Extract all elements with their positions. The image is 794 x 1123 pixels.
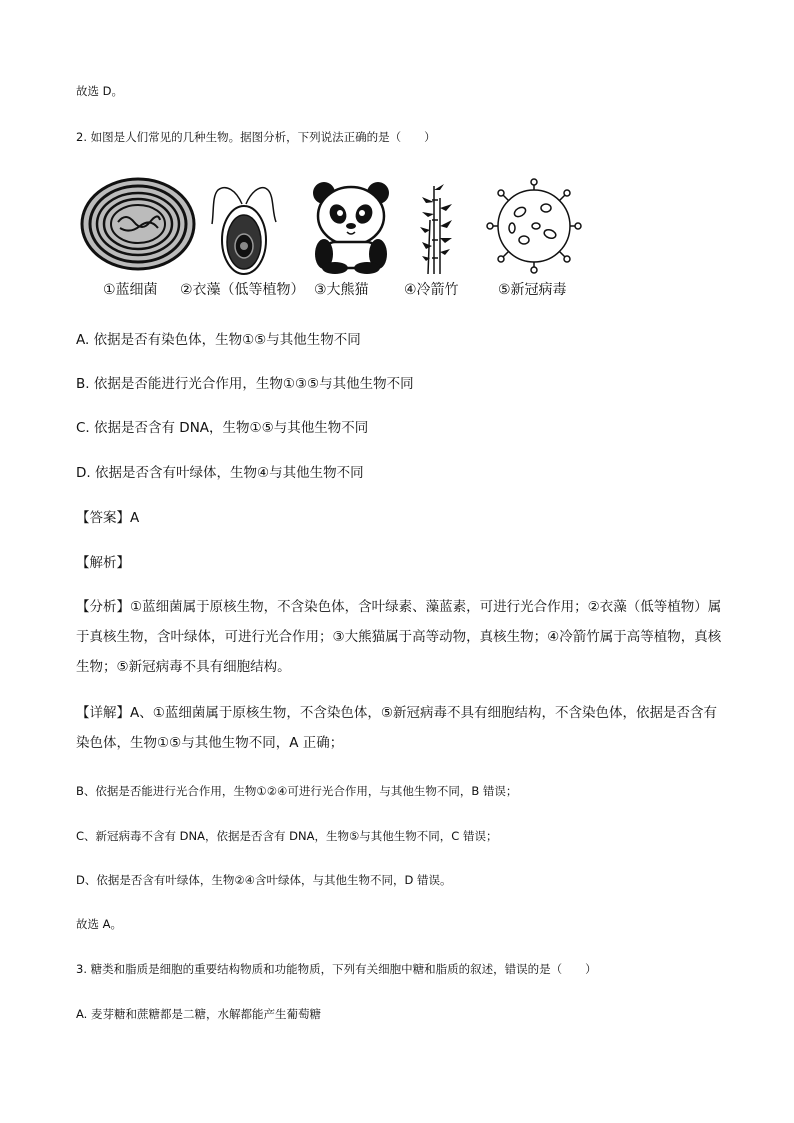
q3-stem: 3. 糖类和脂质是细胞的重要结构物质和功能物质，下列有关细胞中糖和脂质的叙述，错误的是（ ） [76,962,597,976]
analysis-paragraph: 【分析】①蓝细菌属于原核生物，不含染色体，含叶绿素、藻蓝素，可进行光合作用；②衣藻（低等植物）属于真核生物，含叶绿体，可进行光合作用；③大熊猫属于高等动物，真核生物；④冷箭竹属于高等植物，真核生物；⑤新冠病毒不具有细胞结构。 [76,599,722,675]
detail-a: 【详解】A、①蓝细菌属于原核生物，不含染色体，⑤新冠病毒不具有细胞结构，不含染色体，依据是否含有染色体，生物①⑤与其他生物不同，A 正确； [76,705,717,751]
figure-label-4: ④冷箭竹 [404,282,459,298]
bamboo-figure [418,180,458,274]
prev-conclusion: 故选 D。 [76,84,124,98]
figure-label-5: ⑤新冠病毒 [498,282,567,298]
detail-b: B、依据是否能进行光合作用，生物①②④可进行光合作用，与其他生物不同，B 错误； [76,784,518,798]
panda-figure [311,180,391,274]
answer: 【答案】A [76,510,140,526]
figure-label-1: ①蓝细菌 [103,282,158,298]
q2-option-b: B. 依据是否能进行光合作用，生物①③⑤与其他生物不同 [76,376,414,392]
chlamydomonas-figure [206,182,282,278]
coronavirus-figure [486,178,582,274]
figure-label-2: ②衣藻（低等植物） [180,282,305,298]
detail-d: D、依据是否含有叶绿体，生物②④含叶绿体，与其他生物不同，D 错误。 [76,873,452,887]
cyanobacteria-figure [80,176,197,272]
q2-conclusion: 故选 A。 [76,917,123,931]
analysis-title: 【解析】 [76,555,130,571]
q2-option-d: D. 依据是否含有叶绿体，生物④与其他生物不同 [76,465,364,481]
q2-option-c: C. 依据是否含有 DNA，生物①⑤与其他生物不同 [76,420,369,436]
q3-option-a: A. 麦芽糖和蔗糖都是二糖，水解都能产生葡萄糖 [76,1007,321,1021]
detail-c: C、新冠病毒不含有 DNA，依据是否含有 DNA，生物⑤与其他生物不同，C 错误； [76,829,498,843]
figure-label-3: ③大熊猫 [314,282,369,298]
q2-stem: 2. 如图是人们常见的几种生物。据图分析，下列说法正确的是（ ） [76,130,436,144]
q2-option-a: A. 依据是否有染色体，生物①⑤与其他生物不同 [76,332,361,348]
